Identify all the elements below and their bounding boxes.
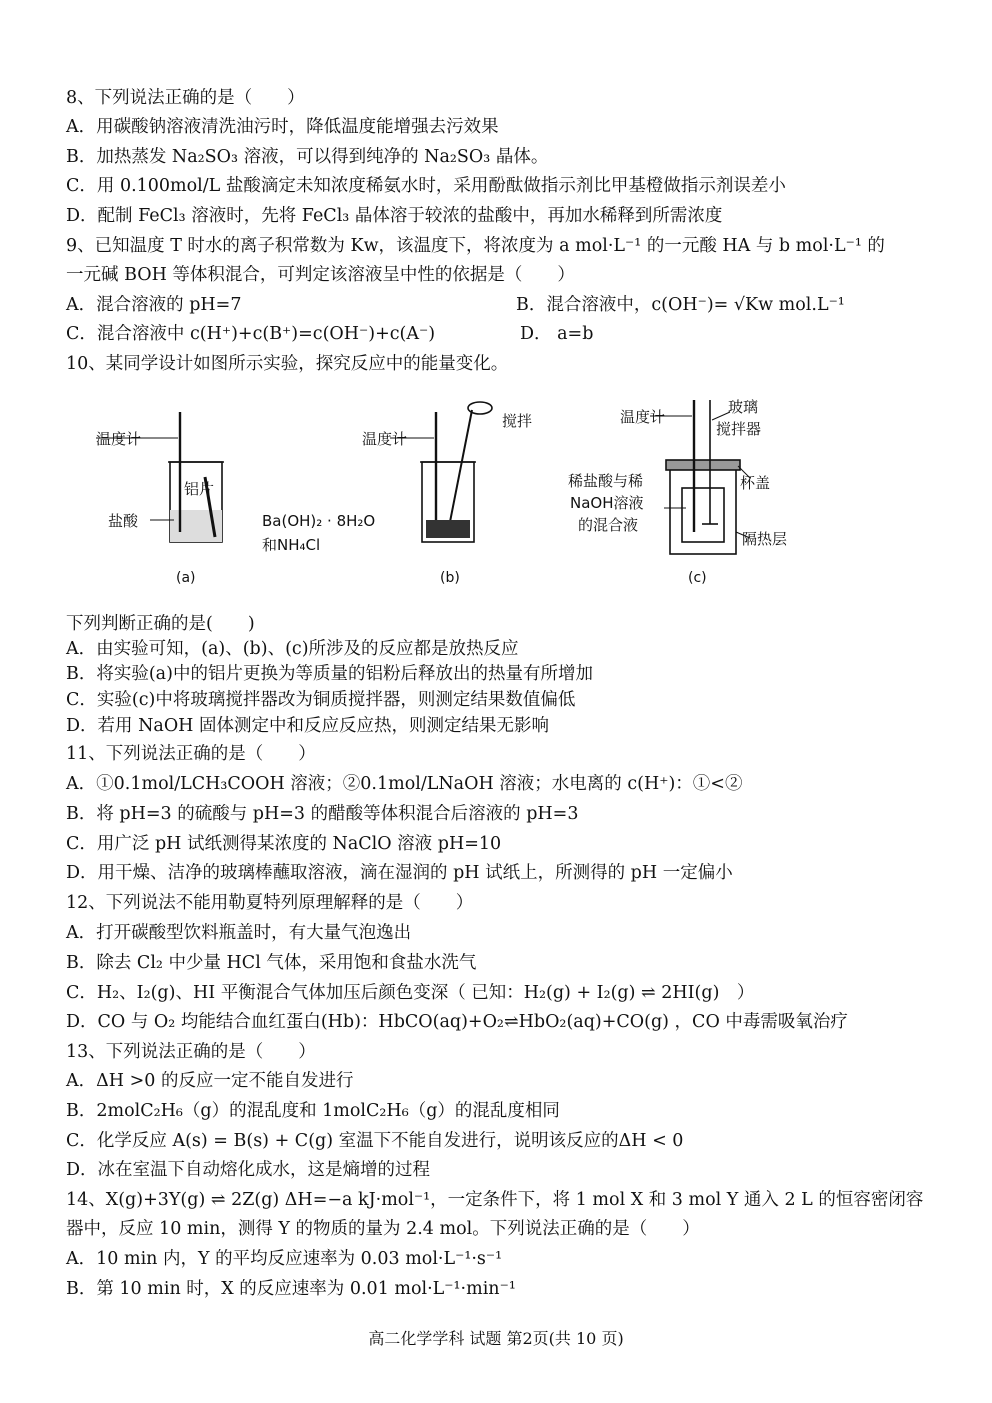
question-11-option-d: D．用干燥、洁净的玻璃棒蘸取溶液，滴在湿润的 pH 试纸上，所测得的 pH 一定偏小 [66, 863, 733, 883]
solid-reagents [426, 520, 470, 538]
question-13-option-c: C．化学反应 A(s) = B(s) + C(g) 室温下不能自发进行，说明该反应的ΔH < 0 [66, 1131, 684, 1151]
question-10-option-c: C．实验(c)中将玻璃搅拌器改为铜质搅拌器，则测定结果数值偏低 [66, 690, 576, 710]
question-9-option-c: C．混合溶液中 c(H⁺)+c(B⁺)=c(OH⁻)+c(A⁻) [66, 324, 436, 344]
question-11-option-b: B．将 pH=3 的硫酸与 pH=3 的醋酸等体积混合后溶液的 pH=3 [66, 804, 579, 824]
question-9-stem-line1: 9、已知温度 T 时水的离子积常数为 Kw，该温度下，将浓度为 a mol·L⁻¹ 的一元酸 HA 与 b mol·L⁻¹ 的 [66, 236, 885, 256]
label-glass: 玻璃 [728, 398, 759, 416]
question-10-option-d: D．若用 NaOH 固体测定中和反应反应热，则测定结果无影响 [66, 716, 550, 736]
question-11-stem: 11、下列说法正确的是（ ） [66, 744, 316, 764]
cup-lid [666, 460, 740, 470]
question-13-option-a: A．ΔH >0 的反应一定不能自发进行 [66, 1071, 354, 1091]
label-mixture-line3: 的混合液 [578, 516, 639, 534]
question-8-stem: 8、下列说法正确的是（ ） [66, 88, 305, 108]
experiment-figures [90, 392, 820, 592]
question-14-stem-line1: 14、X(g)+3Y(g) ⇌ 2Z(g) ΔH=−a kJ·mol⁻¹，一定条件下，将 1 mol X 和 3 mol Y 通入 2 L 的恒容密闭容 [66, 1190, 924, 1210]
stirring-rod [448, 410, 472, 532]
question-12-option-b: B．除去 Cl₂ 中少量 HCl 气体，采用饱和食盐水洗气 [66, 953, 477, 973]
label-mixture-line2: NaOH溶液 [570, 494, 644, 512]
question-10-judge: 下列判断正确的是( ) [66, 614, 255, 634]
caption-a: (a) [176, 570, 196, 586]
label-baoh2: Ba(OH)₂ · 8H₂O [262, 512, 376, 530]
question-13-option-b: B．2molC₂H₆（g）的混乱度和 1molC₂H₆（g）的混乱度相同 [66, 1101, 560, 1121]
inner-beaker [682, 488, 724, 542]
question-9-option-d: D． a=b [520, 324, 594, 344]
label-cup-lid: 杯盖 [740, 474, 771, 492]
question-13-option-d: D．冰在室温下自动熔化成水，这是熵增的过程 [66, 1160, 431, 1180]
label-thermometer-c: 温度计 [620, 408, 666, 426]
question-10-option-a: A．由实验可知，(a)、(b)、(c)所涉及的反应都是放热反应 [66, 639, 519, 659]
page-footer: 高二化学学科 试题 第2页(共 10 页) [368, 1329, 624, 1348]
question-13-stem: 13、下列说法正确的是（ ） [66, 1042, 316, 1062]
label-thermometer-b: 温度计 [362, 430, 408, 448]
question-10-stem: 10、某同学设计如图所示实验，探究反应中的能量变化。 [66, 354, 509, 374]
question-9-stem-line2: 一元碱 BOH 等体积混合，可判定该溶液呈中性的依据是（ ） [66, 265, 575, 285]
question-12-stem: 12、下列说法不能用勒夏特列原理解释的是（ ） [66, 893, 474, 913]
caption-c: (c) [688, 570, 707, 586]
question-8-option-d: D．配制 FeCl₃ 溶液时，先将 FeCl₃ 晶体溶于较浓的盐酸中，再加水稀释到所需浓度 [66, 206, 723, 226]
label-hydrochloric-acid: 盐酸 [108, 512, 139, 530]
outer-beaker [670, 464, 736, 554]
label-insulation: 隔热层 [742, 530, 788, 548]
question-12-option-c: C．H₂、I₂(g)、HI 平衡混合气体加压后颜色变深（ 已知：H₂(g) + I₂(g) ⇌ 2HI(g) ） [66, 983, 755, 1003]
figure-b [390, 402, 492, 542]
question-8-option-a: A．用碳酸钠溶液清洗油污时，降低温度能增强去污效果 [66, 117, 499, 137]
question-14-option-b: B．第 10 min 时，X 的反应速率为 0.01 mol·L⁻¹·min⁻¹ [66, 1279, 516, 1299]
question-12-option-a: A．打开碳酸型饮料瓶盖时，有大量气泡逸出 [66, 923, 412, 943]
question-10-option-b: B．将实验(a)中的铝片更换为等质量的铝粉后释放出的热量有所增加 [66, 664, 593, 684]
question-9-option-a: A．混合溶液的 pH=7 [66, 295, 242, 315]
label-stir: 搅拌 [502, 412, 533, 430]
caption-b: (b) [440, 570, 460, 586]
question-14-stem-line2: 器中，反应 10 min，测得 Y 的物质的量为 2.4 mol。下列说法正确的是（ ） [66, 1219, 700, 1239]
question-14-option-a: A．10 min 内，Y 的平均反应速率为 0.03 mol·L⁻¹·s⁻¹ [66, 1249, 503, 1269]
label-mixture-line1: 稀盐酸与稀 [568, 472, 644, 490]
question-9-option-b: B．混合溶液中，c(OH⁻)= √Kw mol.L⁻¹ [516, 295, 845, 315]
label-stirrer: 搅拌器 [716, 420, 762, 438]
question-11-option-c: C．用广泛 pH 试纸测得某浓度的 NaClO 溶液 pH=10 [66, 834, 502, 854]
label-nh4cl: 和NH₄Cl [262, 536, 321, 554]
question-12-option-d: D．CO 与 O₂ 均能结合血红蛋白(Hb)：HbCO(aq)+O₂⇌HbO₂(aq)+CO(g) ，CO 中毒需吸氧治疗 [66, 1012, 848, 1032]
label-thermometer-a: 温度计 [96, 430, 142, 448]
stir-arrow [468, 402, 492, 414]
question-11-option-a: A．①0.1mol/LCH₃COOH 溶液；②0.1mol/LNaOH 溶液；水电离的 c(H⁺)：①<② [66, 774, 743, 794]
label-aluminum-foil: 铝片 [184, 480, 215, 498]
question-8-option-b: B．加热蒸发 Na₂SO₃ 溶液，可以得到纯净的 Na₂SO₃ 晶体。 [66, 147, 549, 167]
question-8-option-c: C．用 0.100mol/L 盐酸滴定未知浓度稀氨水时，采用酚酞做指示剂比甲基橙做指示剂误差小 [66, 176, 786, 196]
